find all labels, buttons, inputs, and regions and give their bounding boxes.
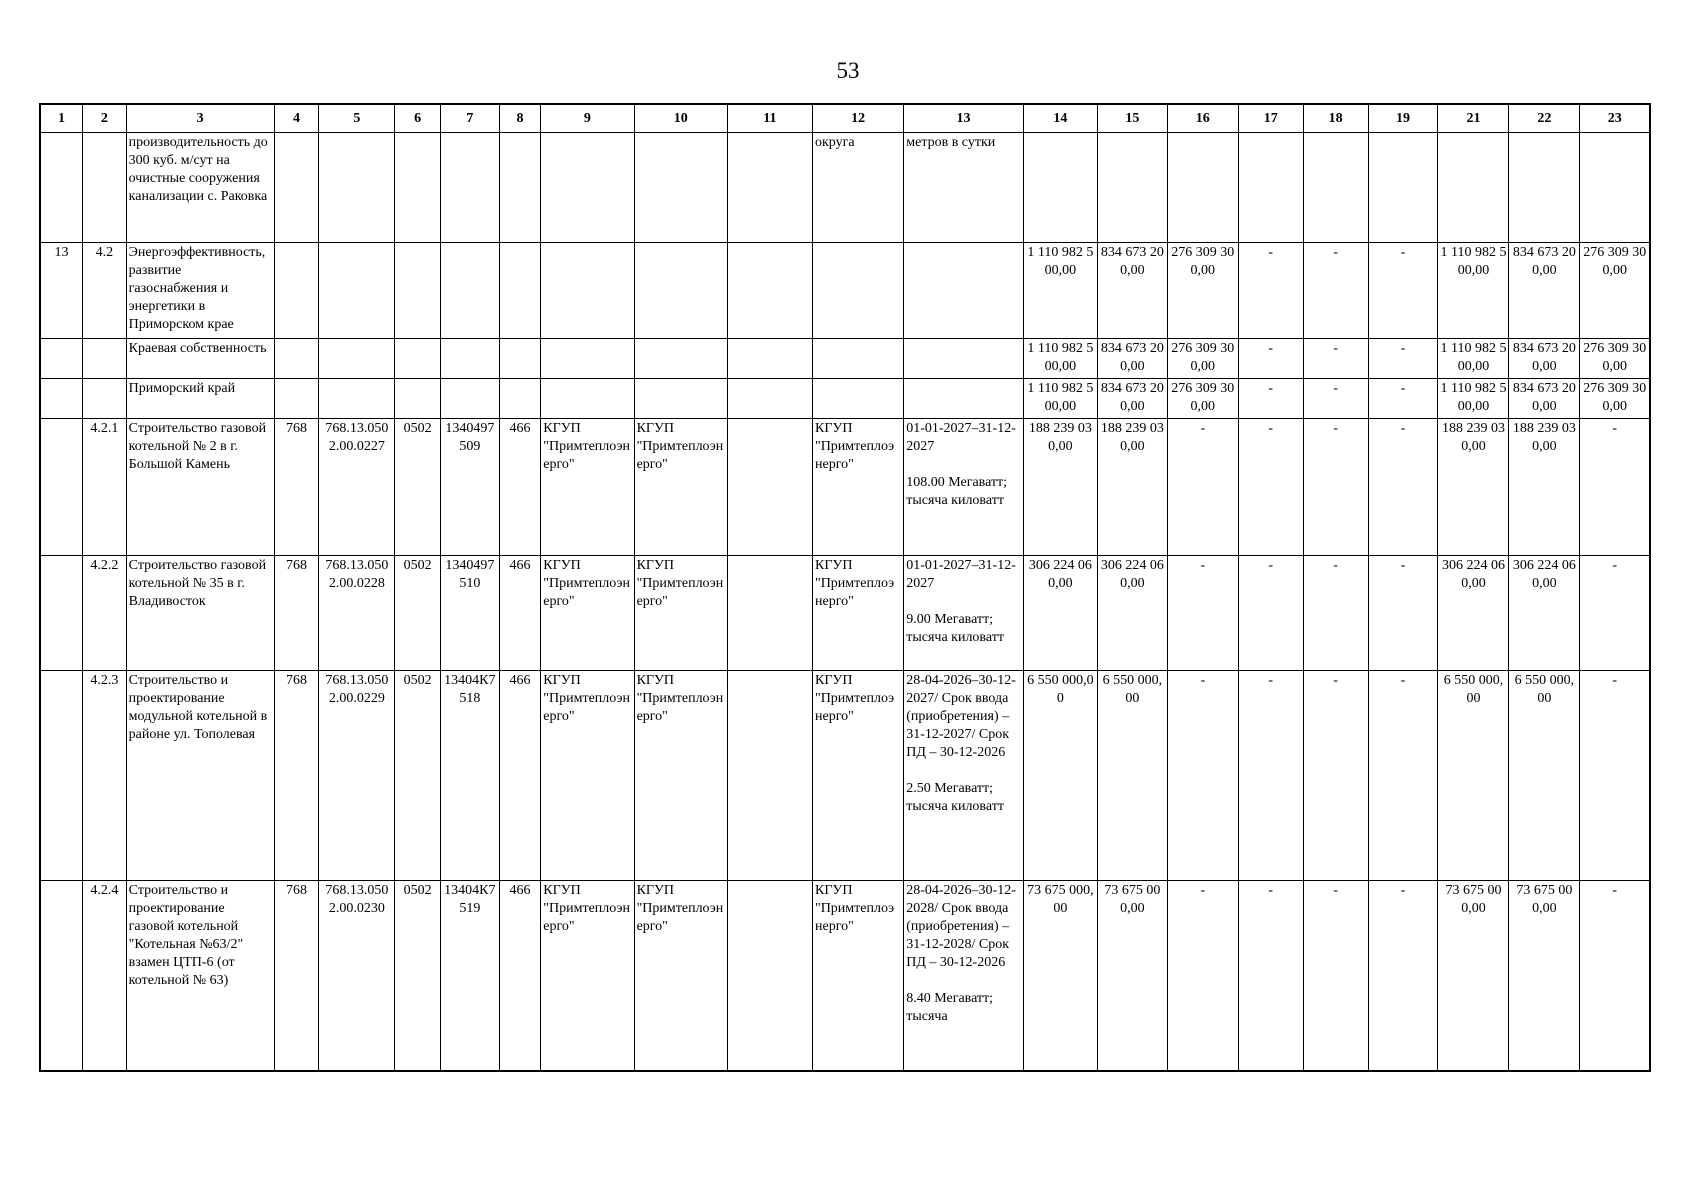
table-cell — [727, 671, 812, 881]
table-cell: 306 224 060,00 — [1097, 556, 1167, 671]
table-cell: КГУП "Примтеплоэнерго" — [812, 419, 903, 556]
table-cell: производительность до 300 куб. м/сут на очистные сооружения канализации с. Раковка — [126, 133, 274, 243]
table-cell: КГУП "Примтеплоэнерго" — [541, 556, 634, 671]
table-row — [40, 671, 1650, 881]
table-cell: округа — [812, 133, 903, 243]
table-cell: 834 673 200,00 — [1097, 339, 1167, 379]
table-cell: 73 675 000,00 — [1023, 881, 1097, 1071]
column-header: 5 — [319, 104, 395, 133]
table-cell: 768.13.0502.00.0230 — [319, 881, 395, 1071]
table-cell: 73 675 000,00 — [1097, 881, 1167, 1071]
table-cell — [1167, 133, 1238, 243]
table-cell: - — [1303, 556, 1368, 671]
table-cell — [40, 671, 83, 881]
table-cell: 276 309 300,00 — [1580, 243, 1650, 339]
table-cell — [541, 133, 634, 243]
table-cell: 834 673 200,00 — [1509, 379, 1580, 419]
table-cell: 834 673 200,00 — [1509, 243, 1580, 339]
table-cell: КГУП "Примтеплоэнерго" — [812, 671, 903, 881]
table-cell — [440, 133, 499, 243]
table-cell: 466 — [499, 671, 541, 881]
table-cell — [319, 243, 395, 339]
column-header: 3 — [126, 104, 274, 133]
table-cell — [83, 339, 127, 379]
table-cell: 6 550 000,00 — [1023, 671, 1097, 881]
table-cell: КГУП "Примтеплоэнерго" — [812, 881, 903, 1071]
table-cell: 73 675 000,00 — [1509, 881, 1580, 1071]
table-cell: КГУП "Примтеплоэнерго" — [812, 556, 903, 671]
data-table — [39, 103, 1651, 1072]
column-header: 19 — [1368, 104, 1438, 133]
table-cell: - — [1238, 671, 1303, 881]
table-cell: Строительство и проектирование модульной котельной в районе ул. Тополевая — [126, 671, 274, 881]
table-cell: 28-04-2026–30-12-2027/ Срок ввода (приобретения) – 31-12-2027/ Срок ПД – 30-12-2026 2.50 Мегаватт; тысяча киловатт — [904, 671, 1024, 881]
table-cell: 276 309 300,00 — [1580, 339, 1650, 379]
table-cell: - — [1238, 243, 1303, 339]
table-cell — [40, 556, 83, 671]
table-cell: КГУП "Примтеплоэнерго" — [634, 419, 727, 556]
table-cell — [40, 339, 83, 379]
column-header: 15 — [1097, 104, 1167, 133]
table-cell — [499, 379, 541, 419]
table-cell: 13404К7519 — [440, 881, 499, 1071]
table-cell: КГУП "Примтеплоэнерго" — [541, 419, 634, 556]
column-header: 23 — [1580, 104, 1650, 133]
table-cell — [499, 339, 541, 379]
table-cell — [634, 133, 727, 243]
table-cell: 0502 — [395, 671, 441, 881]
table-cell: 188 239 030,00 — [1097, 419, 1167, 556]
column-header: 6 — [395, 104, 441, 133]
table-cell: - — [1167, 419, 1238, 556]
table-row — [40, 379, 1650, 419]
table-cell: 4.2 — [83, 243, 127, 339]
table-cell: 466 — [499, 556, 541, 671]
table-cell: 01-01-2027–31-12-2027 9.00 Мегаватт; тысяча киловатт — [904, 556, 1024, 671]
table-cell — [541, 339, 634, 379]
table-cell: - — [1368, 671, 1438, 881]
table-cell: 4.2.4 — [83, 881, 127, 1071]
table-cell: 1 110 982 500,00 — [1438, 339, 1509, 379]
column-header: 21 — [1438, 104, 1509, 133]
table-cell: КГУП "Примтеплоэнерго" — [634, 556, 727, 671]
table-cell: - — [1580, 671, 1650, 881]
table-cell: 768.13.0502.00.0229 — [319, 671, 395, 881]
table-cell: - — [1238, 556, 1303, 671]
table-cell: - — [1303, 881, 1368, 1071]
table-cell: 01-01-2027–31-12-2027 108.00 Мегаватт; тысяча киловатт — [904, 419, 1024, 556]
table-row — [40, 556, 1650, 671]
table-cell — [1509, 133, 1580, 243]
table-cell — [440, 339, 499, 379]
table-cell — [727, 419, 812, 556]
column-header: 13 — [904, 104, 1024, 133]
table-row — [40, 419, 1650, 556]
table-cell: - — [1238, 379, 1303, 419]
table-cell: - — [1303, 339, 1368, 379]
table-cell: 13 — [40, 243, 83, 339]
table-cell — [319, 133, 395, 243]
table-cell: 1340497510 — [440, 556, 499, 671]
column-header: 12 — [812, 104, 903, 133]
table-cell: 188 239 030,00 — [1509, 419, 1580, 556]
page-number: 53 — [836, 58, 860, 83]
table-cell: 276 309 300,00 — [1167, 339, 1238, 379]
column-header: 1 — [40, 104, 83, 133]
table-cell: 4.2.3 — [83, 671, 127, 881]
table-cell: 768 — [274, 671, 319, 881]
table-cell — [1097, 133, 1167, 243]
table-cell: 6 550 000,00 — [1509, 671, 1580, 881]
table-cell — [634, 379, 727, 419]
table-cell: 1340497509 — [440, 419, 499, 556]
table-cell: - — [1238, 339, 1303, 379]
table-cell: - — [1303, 379, 1368, 419]
table-cell — [274, 133, 319, 243]
table-cell: 276 309 300,00 — [1167, 243, 1238, 339]
table-cell: 0502 — [395, 419, 441, 556]
table-cell — [499, 133, 541, 243]
table-cell: - — [1167, 556, 1238, 671]
table-cell: 768 — [274, 419, 319, 556]
table-cell: метров в сутки — [904, 133, 1024, 243]
table-cell — [395, 339, 441, 379]
table-cell: 6 550 000,00 — [1097, 671, 1167, 881]
table-cell — [541, 243, 634, 339]
table-cell — [440, 379, 499, 419]
table-cell — [1303, 133, 1368, 243]
table-cell — [319, 379, 395, 419]
table-cell: - — [1580, 419, 1650, 556]
table-cell: 768.13.0502.00.0227 — [319, 419, 395, 556]
table-cell — [274, 243, 319, 339]
table-row — [40, 243, 1650, 339]
table-cell — [634, 243, 727, 339]
table-cell — [727, 881, 812, 1071]
column-header: 18 — [1303, 104, 1368, 133]
table-cell — [727, 133, 812, 243]
table-cell: 28-04-2026–30-12-2028/ Срок ввода (приобретения) – 31-12-2028/ Срок ПД – 30-12-2026 8.40 Мегаватт; тысяча — [904, 881, 1024, 1071]
table-cell: - — [1580, 881, 1650, 1071]
table-cell — [395, 133, 441, 243]
table-cell — [812, 243, 903, 339]
table-cell — [395, 379, 441, 419]
table-cell: 1 110 982 500,00 — [1023, 339, 1097, 379]
table-cell: 768 — [274, 881, 319, 1071]
table-cell — [83, 133, 127, 243]
table-cell: 1 110 982 500,00 — [1438, 379, 1509, 419]
table-cell: Энергоэффективность, развитие газоснабжения и энергетики в Приморском крае — [126, 243, 274, 339]
table-cell — [727, 379, 812, 419]
column-header: 7 — [440, 104, 499, 133]
table-cell: 0502 — [395, 881, 441, 1071]
table-row — [40, 339, 1650, 379]
table-cell: 188 239 030,00 — [1438, 419, 1509, 556]
table-cell — [440, 243, 499, 339]
table-cell — [1238, 133, 1303, 243]
table-cell: КГУП "Примтеплоэнерго" — [541, 671, 634, 881]
table-cell: 1 110 982 500,00 — [1438, 243, 1509, 339]
table-cell — [40, 419, 83, 556]
table-cell — [40, 133, 83, 243]
table-cell: 1 110 982 500,00 — [1023, 379, 1097, 419]
table-cell: Строительство и проектирование газовой котельной "Котельная №63/2" взамен ЦТП-6 (от котельной № 63) — [126, 881, 274, 1071]
table-cell: Строительство газовой котельной № 2 в г. Большой Камень — [126, 419, 274, 556]
table-cell — [40, 881, 83, 1071]
table-cell — [319, 339, 395, 379]
column-header: 4 — [274, 104, 319, 133]
table-cell: 1 110 982 500,00 — [1023, 243, 1097, 339]
column-header: 14 — [1023, 104, 1097, 133]
table-cell — [727, 339, 812, 379]
column-header: 9 — [541, 104, 634, 133]
table-cell: - — [1238, 419, 1303, 556]
table-cell: - — [1368, 419, 1438, 556]
table-cell: 768 — [274, 556, 319, 671]
table-cell — [727, 243, 812, 339]
table-cell: - — [1368, 881, 1438, 1071]
table-cell — [634, 339, 727, 379]
table-cell — [1368, 133, 1438, 243]
table-cell: - — [1167, 881, 1238, 1071]
table-cell: - — [1368, 339, 1438, 379]
table-cell: 306 224 060,00 — [1023, 556, 1097, 671]
table-cell: 0502 — [395, 556, 441, 671]
table-cell: - — [1303, 419, 1368, 556]
table-cell: КГУП "Примтеплоэнерго" — [634, 671, 727, 881]
table-cell — [395, 243, 441, 339]
table-cell: 6 550 000,00 — [1438, 671, 1509, 881]
table-cell — [1580, 133, 1650, 243]
table-cell — [83, 379, 127, 419]
table-row — [40, 133, 1650, 243]
table-cell — [541, 379, 634, 419]
table-cell: Строительство газовой котельной № 35 в г. Владивосток — [126, 556, 274, 671]
table-cell: 276 309 300,00 — [1580, 379, 1650, 419]
table-cell: - — [1238, 881, 1303, 1071]
column-header: 16 — [1167, 104, 1238, 133]
table-cell — [274, 379, 319, 419]
column-header: 10 — [634, 104, 727, 133]
table-cell: 4.2.2 — [83, 556, 127, 671]
table-cell: 834 673 200,00 — [1097, 379, 1167, 419]
table-cell: 306 224 060,00 — [1438, 556, 1509, 671]
table-cell — [40, 379, 83, 419]
table-cell: 188 239 030,00 — [1023, 419, 1097, 556]
column-header: 22 — [1509, 104, 1580, 133]
table-cell: Приморский край — [126, 379, 274, 419]
table-cell: 768.13.0502.00.0228 — [319, 556, 395, 671]
table-cell: 4.2.1 — [83, 419, 127, 556]
table-cell: - — [1303, 243, 1368, 339]
column-header: 8 — [499, 104, 541, 133]
table-cell: 276 309 300,00 — [1167, 379, 1238, 419]
table-cell: Краевая собственность — [126, 339, 274, 379]
table-cell: - — [1303, 671, 1368, 881]
table-cell: - — [1167, 671, 1238, 881]
table-cell — [812, 379, 903, 419]
table-cell — [274, 339, 319, 379]
table-cell: 73 675 000,00 — [1438, 881, 1509, 1071]
table-cell — [904, 339, 1024, 379]
table-cell: 466 — [499, 419, 541, 556]
table-cell — [727, 556, 812, 671]
table-cell: 13404К7518 — [440, 671, 499, 881]
table-cell: - — [1580, 556, 1650, 671]
column-header: 2 — [83, 104, 127, 133]
table-cell — [1438, 133, 1509, 243]
table-cell — [1023, 133, 1097, 243]
table-cell: 306 224 060,00 — [1509, 556, 1580, 671]
table-cell: КГУП "Примтеплоэнерго" — [634, 881, 727, 1071]
column-header: 11 — [727, 104, 812, 133]
table-cell: 834 673 200,00 — [1097, 243, 1167, 339]
table-cell: - — [1368, 379, 1438, 419]
table-cell — [904, 379, 1024, 419]
table-cell: КГУП "Примтеплоэнерго" — [541, 881, 634, 1071]
table-cell: - — [1368, 243, 1438, 339]
table-cell: 834 673 200,00 — [1509, 339, 1580, 379]
table-cell: - — [1368, 556, 1438, 671]
table-cell: 466 — [499, 881, 541, 1071]
header-row — [40, 104, 1650, 133]
table-cell — [812, 339, 903, 379]
column-header: 17 — [1238, 104, 1303, 133]
table-cell — [904, 243, 1024, 339]
table-cell — [499, 243, 541, 339]
table-body — [40, 133, 1650, 1071]
table-row — [40, 881, 1650, 1071]
